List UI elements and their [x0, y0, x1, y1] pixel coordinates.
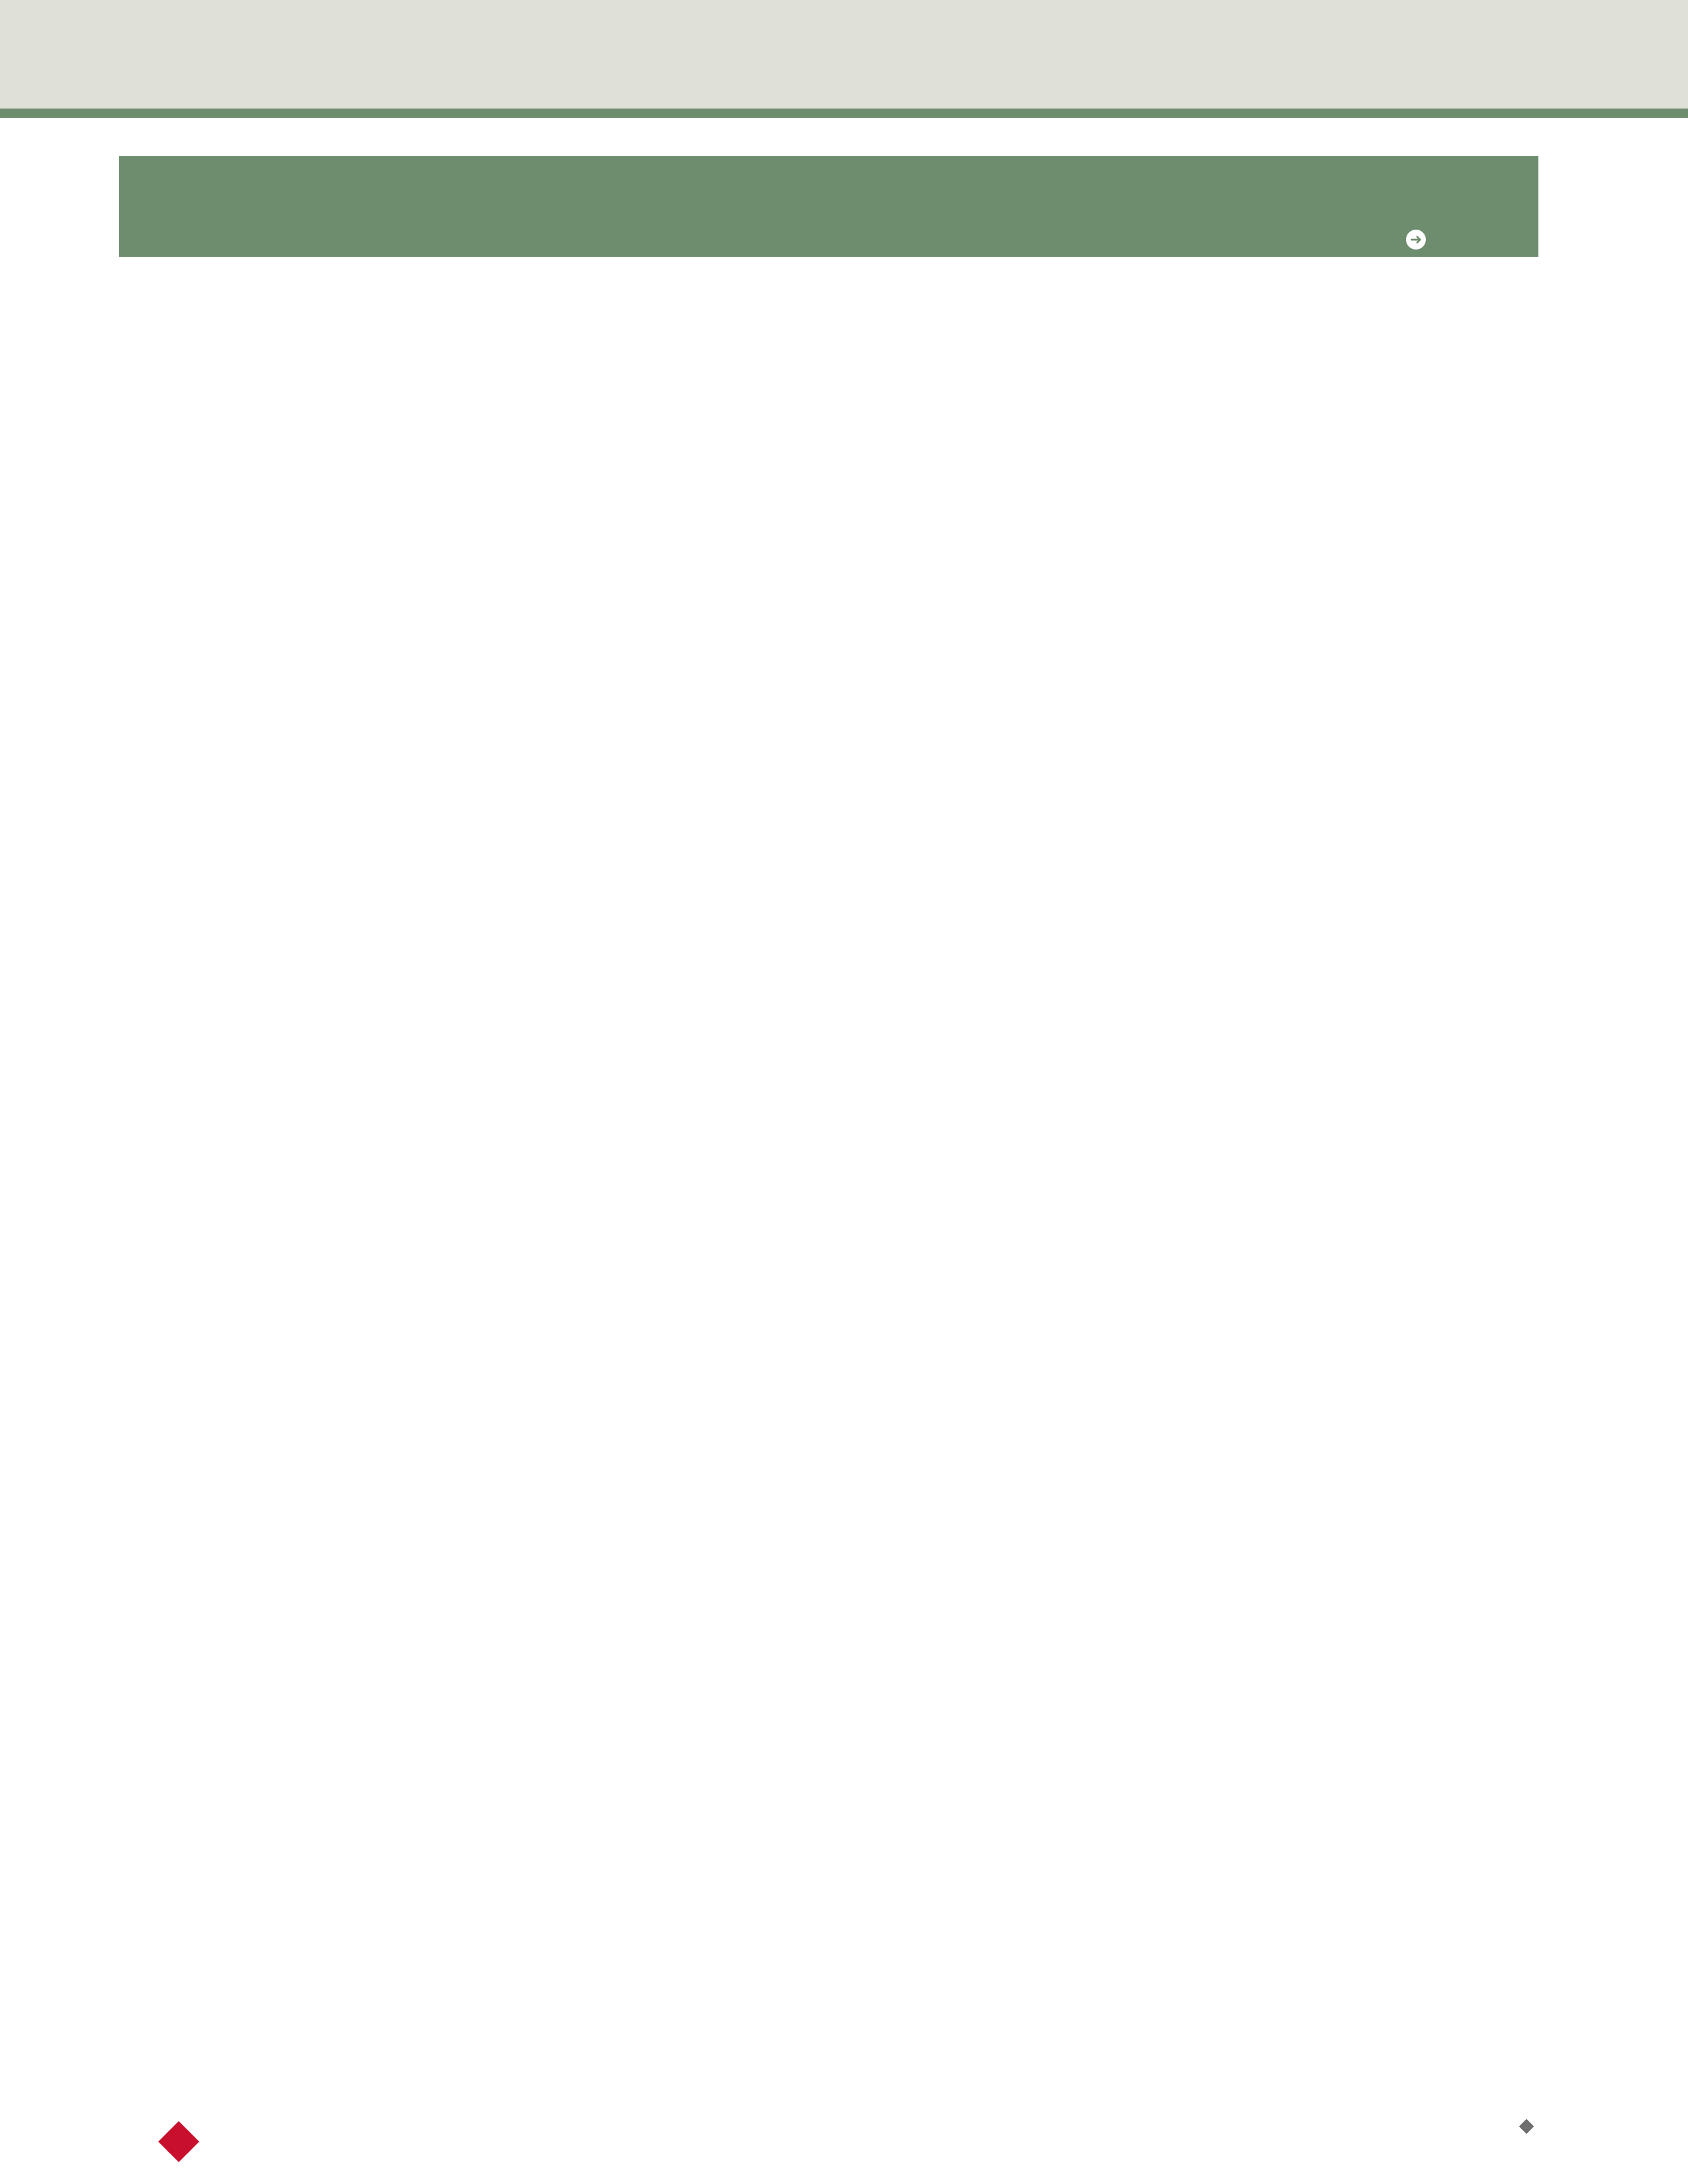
logo-mark-icon — [162, 2124, 196, 2159]
stock-legend — [1521, 2116, 1538, 2139]
kyocera-logo — [162, 2124, 203, 2159]
header-style — [1293, 196, 1538, 251]
diamond-icon — [1519, 2119, 1534, 2134]
page-header — [0, 0, 1688, 109]
table-header — [119, 156, 1538, 257]
arrow-right-circle-icon: ➜ — [1406, 230, 1426, 250]
header-rule — [0, 109, 1688, 118]
